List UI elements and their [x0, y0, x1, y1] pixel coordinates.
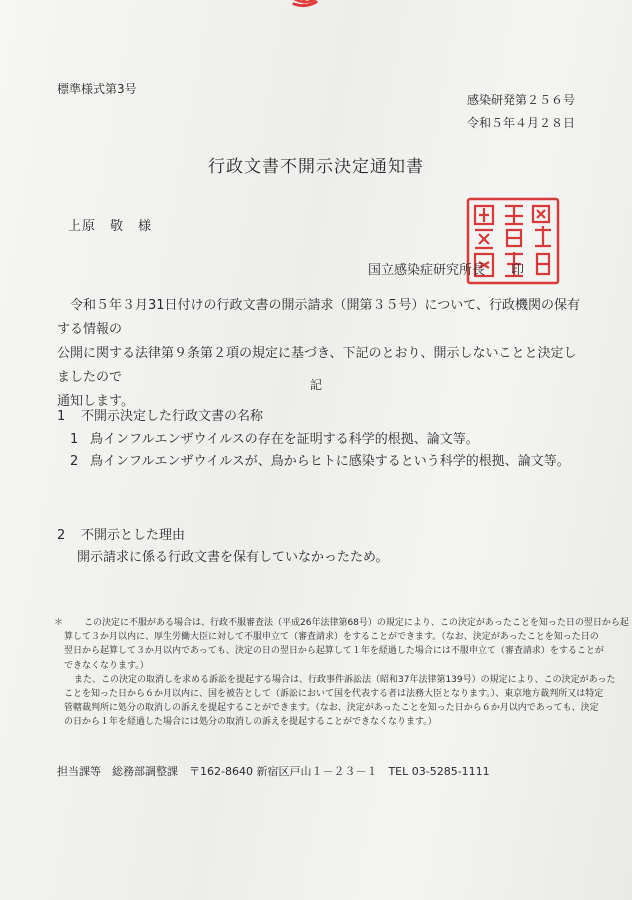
form-number: 標準様式第3号 [57, 82, 137, 96]
section-2-heading-text: 不開示とした理由 [81, 528, 186, 543]
footnote-line: 翌日から起算して３か月以内であっても、決定の日の翌日から起算して１年を経過した場合には不服申立て（審査請求）をすることが [64, 646, 604, 657]
section-2-number: 2 [57, 528, 66, 543]
item-text: 鳥インフルエンザウイルスが、鳥からヒトに感染するという科学的根拠、論文等。 [90, 454, 570, 469]
document-number: 感染研発第２５６号 [466, 93, 575, 107]
section-2-heading [57, 527, 185, 545]
recipient: 上原 敬 様 [68, 219, 153, 234]
document-date: 令和５年４月２８日 [466, 116, 575, 130]
page-title: 行政文書不開示決定通知書 [208, 157, 424, 177]
footnote-line: の日から１年を経過した場合には処分の取消しの訴えを提起することができなくなります。） [64, 717, 437, 728]
section-1-item [70, 453, 570, 471]
top-stamp-icon [270, 0, 340, 22]
footnote-star: ＊ [54, 618, 64, 628]
body-line-3: 通知します。 [57, 394, 134, 409]
footnote-line: ことを知った日から６か月以内に、国を被告として（訴訟において国を代表する者は法務大臣となります。）、東京地方裁判所又は特定 [64, 689, 604, 700]
section-1-heading-text: 不開示決定した行政文書の名称 [81, 409, 264, 424]
footnote [54, 616, 629, 730]
footnote-line: 算して３か月以内に、厚生労働大臣に対して不服申立て（審査請求）をすることができます。（なお、決定があったことを知った日の [64, 632, 599, 643]
body-line-1: 令和５年３月31日付けの行政文書の開示請求（開第３５号）について、行政機関の保有する情報の [57, 298, 581, 337]
section-1-item [70, 431, 479, 449]
body-line-2: 公開に関する法律第９条第２項の規定に基づき、下記のとおり、開示しないことと決定しましたので [57, 346, 577, 385]
footnote-line: できなくなります。） [64, 660, 149, 671]
ki-marker: 記 [309, 378, 322, 392]
footnote-line: 管轄裁判所に処分の取消しの訴えを提起することができます。（なお、決定があったことを知った日から６か月以内であっても、決定 [64, 703, 599, 714]
body-paragraph [57, 294, 587, 414]
item-text: 鳥インフルエンザウイルスの存在を証明する科学的根拠、論文等。 [90, 432, 479, 447]
footnote-line: この決定に不服がある場合は、行政不服審査法（平成26年法律第68号）の規定により、この決定があったことを知った日の翌日から起 [84, 618, 629, 628]
contact-info: 担当課等 総務部調整課 〒162-8640 新宿区戸山１－２３－１ TEL 03-5285-1111 [57, 765, 490, 778]
issuer: 国立感染症研究所長 印 [368, 263, 525, 278]
item-number: 2 [70, 454, 79, 469]
item-number: 1 [70, 432, 79, 447]
section-1-number: 1 [57, 409, 66, 424]
section-2-text: 開示請求に係る行政文書を保有していなかったため。 [77, 550, 389, 565]
footnote-line: また、この決定の取消しを求める訴訟を提起する場合は、行政事件訴訟法（昭和37年法律第139号）の規定により、この決定があった [74, 674, 616, 685]
section-1-heading [57, 408, 263, 426]
